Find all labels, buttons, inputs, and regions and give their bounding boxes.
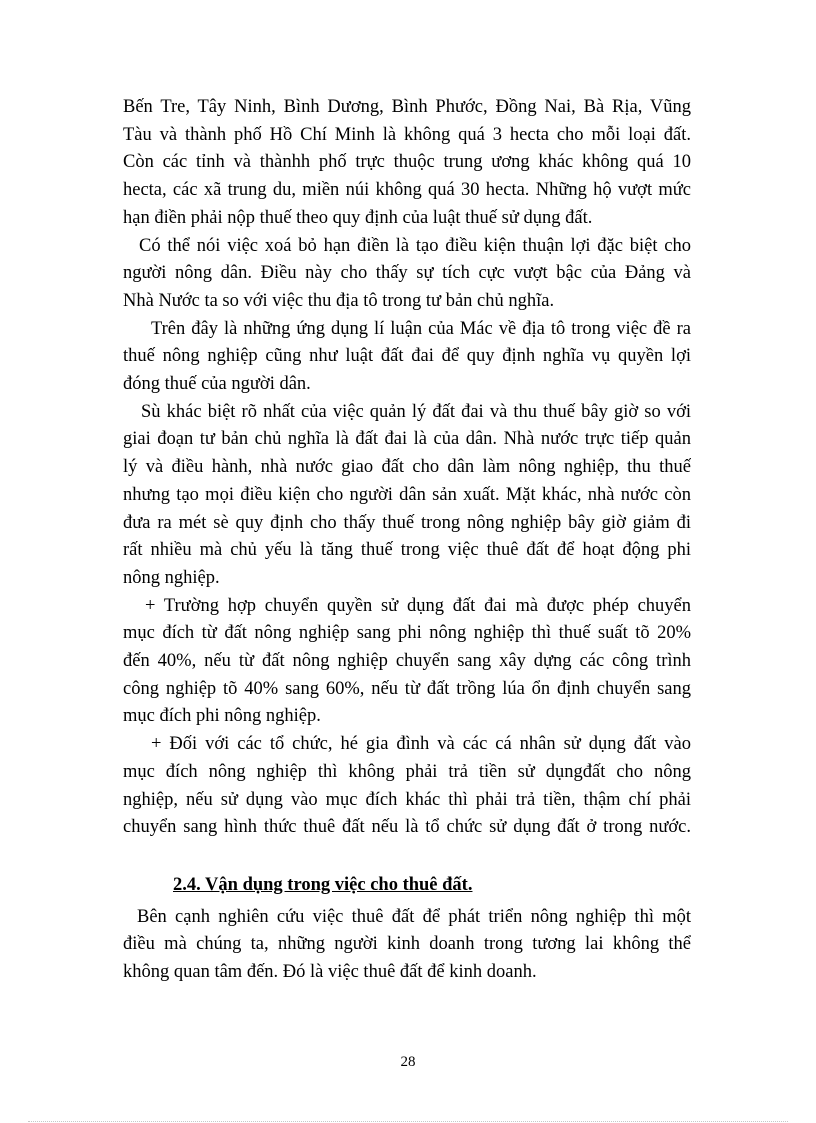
text-line: + Đối với các tổ chức, hé gia đình và các cá nhân sử dụng đất vào: [151, 734, 691, 755]
text-line: điều mà chúng ta, những người kinh doanh trong tương lai không thể: [123, 934, 691, 955]
text-line: mục đích từ đất nông nghiệp sang phi nông nghiệp thì thuế suất tõ 20%: [123, 623, 691, 644]
page-number: 28: [400, 1054, 416, 1070]
paragraph-land-limits: [123, 94, 691, 233]
text-line: Còn các tỉnh và thànhh phố trực thuộc trung ương khác không quá 10: [123, 152, 691, 173]
text-line: Sù khác biệt rõ nhất của việc quản lý đất đai và thu thuế bây giờ so với: [141, 401, 691, 422]
page-bottom-divider: [28, 1121, 788, 1122]
text-line: đến 40%, nếu từ đất nông nghiệp chuyển sang xây dựng các công trình: [123, 651, 691, 672]
section-heading: 2.4. Vận dụng trong việc cho thuê đất.: [173, 874, 473, 895]
text-line: Bên cạnh nghiên cứu việc thuê đất để phát triển nông nghiệp thì một: [137, 906, 691, 927]
text-line: Trên đây là những ứng dụng lí luận của Mác về địa tô trong việc đề ra: [151, 318, 691, 339]
text-line: mục đích phi nông nghiệp.: [123, 706, 321, 727]
text-line: nông nghiệp.: [123, 567, 220, 588]
text-line: Có thể nói việc xoá bỏ hạn điền là tạo điều kiện thuận lợi đặc biệt cho: [139, 235, 691, 256]
text-line: + Trường hợp chuyển quyền sử dụng đất đai mà được phép chuyển: [145, 595, 691, 616]
text-line: Bến Tre, Tây Ninh, Bình Dương, Bình Phước, Đồng Nai, Bà Rịa, Vũng: [123, 97, 691, 117]
text-line: người nông dân. Điều này cho thấy sự tích cực vượt bậc của Đảng và: [123, 263, 691, 284]
text-line: nghiệp, nếu sử dụng vào mục đích khác thì phải trả tiền, thậm chí phải: [123, 789, 691, 810]
text-line: chuyển sang hình thức thuê đất nếu là tổ chức sử dụng đất ở trong nước.: [123, 817, 691, 838]
text-line: hecta, các xã trung du, miền núi không quá 30 hecta. Những hộ vượt mức: [123, 180, 691, 201]
text-line: mục đích nông nghiệp thì không phải trả tiền sử dụngđất cho nông: [123, 761, 691, 782]
text-line: đóng thuế của người dân.: [123, 374, 311, 395]
page-body: [123, 94, 691, 987]
paragraph-land-rental: [123, 904, 691, 987]
text-line: nhưng tạo mọi điều kiện cho người dân sản xuất. Mặt khác, nhà nước còn: [123, 484, 691, 505]
text-line: rất nhiều mà chủ yếu là tăng thuế trong việc thuê đất để hoạt động phi: [123, 540, 691, 561]
text-line: công nghiệp tõ 40% sang 60%, nếu từ đất trồng lúa ổn định chuyển sang: [123, 678, 691, 699]
paragraph-differences: [123, 399, 691, 593]
paragraph-abolish-limits: [123, 233, 691, 316]
text-line: không quan tâm đến. Đó là việc thuê đất để kinh doanh.: [123, 962, 537, 983]
text-line: đưa ra mét sè quy định cho thấy thuế trong nông nghiệp bây giờ giảm đi: [123, 512, 691, 533]
text-line: lý và điều hành, nhà nước giao đất cho dân làm nông nghiệp, thu thuế: [123, 457, 691, 478]
paragraph-transfer-rights: [123, 593, 691, 732]
text-line: thuế nông nghiệp cũng như luật đất đai để quy định nghĩa vụ quyền lợi: [123, 346, 691, 367]
paragraph-marx-theory: [123, 316, 691, 399]
paragraph-organizations: [123, 731, 691, 842]
text-line: Nhà Nước ta so với việc thu địa tô trong tư bản chủ nghĩa.: [123, 290, 555, 311]
text-line: Tàu và thành phố Hồ Chí Minh là không quá 3 hecta cho mỗi loại đất.: [123, 124, 691, 145]
text-line: hạn điền phải nộp thuế theo quy định của luật thuế sử dụng đất.: [123, 207, 593, 228]
section-heading-wrap: [123, 872, 691, 900]
text-line: giai đoạn tư bản chủ nghĩa là đất đai là của dân. Nhà nước trực tiếp quản: [123, 429, 691, 450]
